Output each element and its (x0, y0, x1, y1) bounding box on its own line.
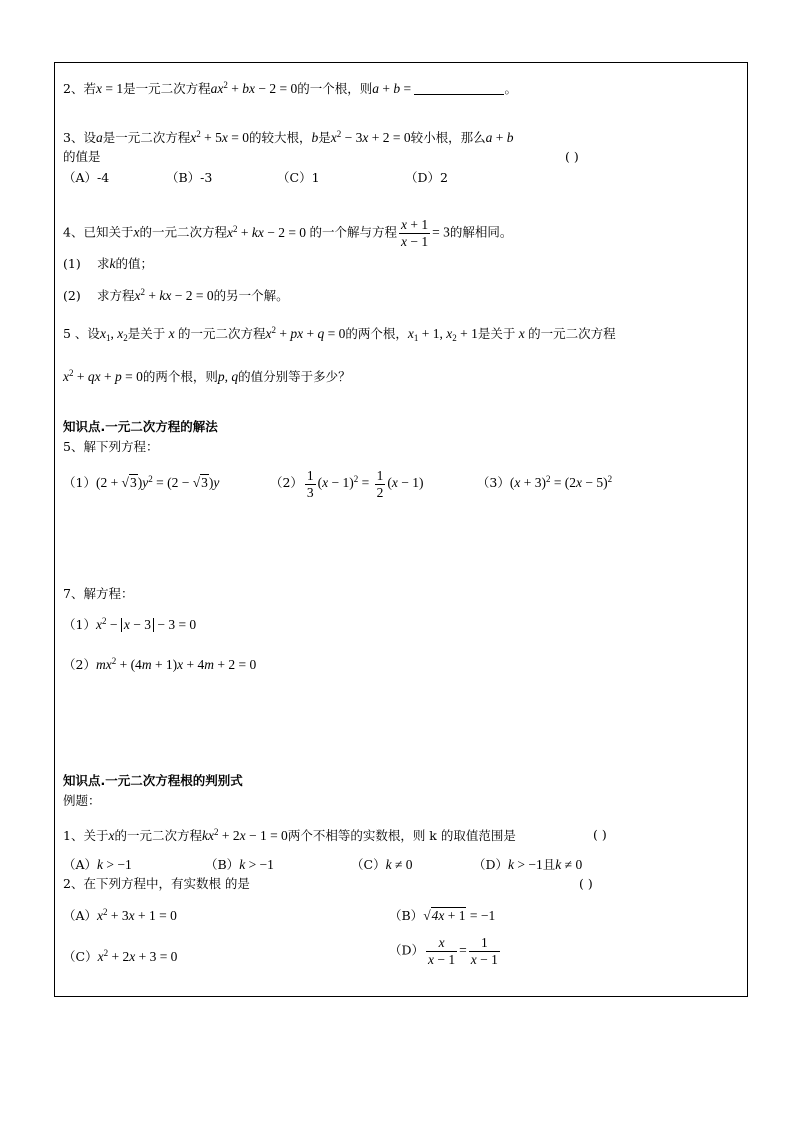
q5-label: 5 、设 (63, 326, 100, 341)
q3-text-2: 的较大根， (248, 130, 312, 145)
q4-text-2: 的一个解与方程 (309, 224, 397, 240)
q4-sub-2 (63, 288, 289, 304)
d2-option-b-label: （B） (389, 908, 424, 923)
q3-answer-paren[interactable]: ( ) (565, 149, 579, 164)
q7-p1-num: （1） (63, 617, 96, 632)
q3-var-b: b (311, 130, 319, 145)
d2-option-a-eq: $x^2 + 3x + 1 = 0$ (97, 907, 177, 923)
d1-options (63, 857, 582, 873)
q2-expr-root: x = 1 (95, 81, 124, 96)
d1-text-1: 的一元二次方程 (114, 828, 202, 843)
answer-blank[interactable] (414, 82, 504, 95)
q3-line2-text: 的值是 (63, 149, 101, 164)
d1-option-c[interactable]: （C）k ≠ 0 (351, 857, 413, 872)
q5-line2-text-b: 的值分别等于多少？ (238, 369, 351, 384)
q2-end: 。 (504, 81, 517, 96)
d1-option-a[interactable]: （A）k > −1 (63, 857, 132, 872)
q4-text-3: 的解相同。 (449, 224, 513, 240)
s1-eq3-num: （3） (476, 475, 510, 491)
d2-option-b-eq: √4x + 1 = −1 (423, 908, 496, 923)
d2-option-c-label: （C） (63, 949, 98, 964)
s1-eq3: $(x + 3)^2 = (2x - 5)^2$ (509, 474, 613, 491)
q4-label: 4、已知关于 (63, 224, 134, 240)
q2-text-1: 是一元二次方程 (123, 81, 211, 96)
q3-text-3: 是 (318, 130, 331, 145)
q7-part-1 (63, 617, 196, 633)
worksheet-frame (54, 62, 748, 997)
q4-sub2-text-b: 的另一个解。 (213, 288, 289, 303)
discriminant-question-2: 2、在下列方程中，有实数根 的是 (63, 876, 250, 891)
q4-sub2-text-a: 求方程 (97, 288, 135, 303)
question-7: 7、解方程： (63, 586, 134, 601)
section-title-solving: 知识点.一元二次方程的解法 (63, 419, 218, 434)
s1-eq2-num: （2） (269, 475, 303, 491)
q4-var-x: x (133, 224, 140, 240)
s1-eq2: $\frac{1}{3}$ $(x - 1)^2$ = $\frac{1}{2}$ (x − 1) (306, 468, 424, 500)
q3-option-c[interactable]: （C）1 (277, 170, 320, 185)
q7-eq2: $mx^2 + (4m + 1)x + 4m + 2 = 0$ (95, 656, 257, 672)
q3-options (63, 171, 448, 185)
q5-text-3: 的两个根， (345, 326, 408, 341)
q5-line2-text-a: 的两个根，则 (142, 369, 218, 384)
q5-var-x2: x (515, 326, 529, 341)
d2-option-d[interactable] (389, 935, 502, 967)
d2-option-a[interactable] (63, 908, 177, 924)
q3-text-1: 是一元二次方程 (102, 130, 191, 145)
q3-eq2: $x^2 - 3x + 2 = 0$ (330, 129, 411, 145)
q3-label: 3、设 (63, 130, 96, 145)
d2-option-b[interactable] (389, 908, 495, 924)
q5-eq1: $x^2$ + px + q = 0 (265, 325, 346, 341)
q3-sum: a + b (485, 130, 514, 145)
d2-option-c[interactable] (63, 949, 177, 965)
q4-sub1-text-a: 求 (97, 256, 110, 271)
d2-option-d-label: （D） (389, 942, 425, 958)
q3-option-d[interactable]: （D）2 (405, 170, 448, 185)
q4-var-k: k (109, 256, 116, 271)
q5-var-x: x (165, 326, 178, 341)
q5-text-5: 的一元二次方程 (528, 326, 616, 341)
q2-equation: $ax^2$ + bx − 2 = 0 (210, 80, 298, 96)
q3-eq1: $x^2 + 5x = 0$ (190, 129, 249, 145)
d2-option-a-label: （A） (63, 908, 98, 923)
d1-eq: $kx^2 + 2x - 1 = 0$ (201, 827, 288, 843)
section2-example-label: 例题： (63, 793, 101, 808)
q3-option-b[interactable]: （B）-3 (166, 170, 213, 185)
question-4 (63, 217, 512, 249)
q4-sub1-text-b: 的值； (115, 256, 154, 271)
q3-line-2 (63, 150, 101, 164)
q7-part-2 (63, 657, 256, 673)
d2-answer-paren[interactable]: ( ) (579, 876, 593, 891)
q7-eq1: $x^2 - x - 3 - 3 = 0$ (95, 616, 197, 632)
q5-line-2 (63, 369, 351, 385)
q5-eq2: $x^2$ + qx + p = 0 (63, 368, 143, 384)
q2-text-2: 的一个根，则 (297, 81, 373, 96)
d2-option-d-lhs: $\frac{x}{x - 1}$ (428, 935, 456, 967)
q5-roots: $x_1$, $x_2$ (99, 326, 128, 343)
d1-text-2: 两个不相等的实数根，则 k 的取值范围是 (287, 828, 516, 843)
d2-option-d-rhs: $\frac{1}{x - 1}$ (470, 935, 498, 967)
question-3 (63, 130, 514, 146)
q7-p2-num: （2） (63, 657, 96, 672)
d2-option-c-eq: $x^2 + 2x + 3 = 0$ (97, 948, 178, 964)
section1-equations (63, 468, 612, 500)
d1-answer-paren[interactable]: ( ) (593, 827, 607, 842)
question-2 (63, 81, 517, 97)
d1-option-b[interactable]: （B）k > −1 (205, 857, 274, 872)
q2-expr-sum: a + b = (372, 81, 415, 96)
q4-sub2-num: (2) (63, 288, 81, 303)
q4-text-1: 的一元二次方程 (139, 224, 227, 240)
d1-label: 1、关于 (63, 828, 109, 843)
question-5 (63, 326, 616, 342)
q4-eq3: $x^2$ + kx − 2 = 0 (134, 287, 214, 303)
d1-option-d[interactable]: （D）k > −1且k ≠ 0 (473, 857, 583, 872)
section-title-discriminant: 知识点.一元二次方程根的判别式 (63, 773, 243, 788)
q5-text-1: 是关于 (127, 326, 166, 341)
q4-fraction: $\frac{x + 1}{x - 1}$ (400, 217, 429, 249)
q4-eq1: $x^2$ + kx − 2 = 0 (226, 223, 310, 240)
q5-text-4: 是关于 (477, 326, 516, 341)
q5-text-2: 的一元二次方程 (177, 326, 266, 341)
s1-eq1: $(2 + √3)y^2 = (2 - √3)y$ (95, 474, 220, 491)
q3-var-a: a (95, 130, 103, 145)
section1-question-label: 5、解下列方程： (63, 439, 159, 454)
q5-shifted-roots: $x_1 + 1$, $x_2 + 1$ (407, 326, 478, 343)
q4-sub-1 (63, 256, 153, 272)
q3-option-a[interactable]: （A）-4 (63, 170, 110, 185)
d2-option-d-eq-sign: = (459, 942, 467, 958)
q2-label: 2、若 (63, 81, 96, 96)
d1-var-x: x (108, 828, 115, 843)
s1-eq1-num: （1） (63, 475, 96, 491)
discriminant-question-1 (63, 828, 516, 844)
q3-text-4: 较小根，那么 (410, 130, 486, 145)
q4-eq2-rhs: = 3 (432, 224, 450, 240)
q4-sub1-num: (1) (63, 256, 81, 271)
q5-pq: p, q (217, 369, 239, 384)
